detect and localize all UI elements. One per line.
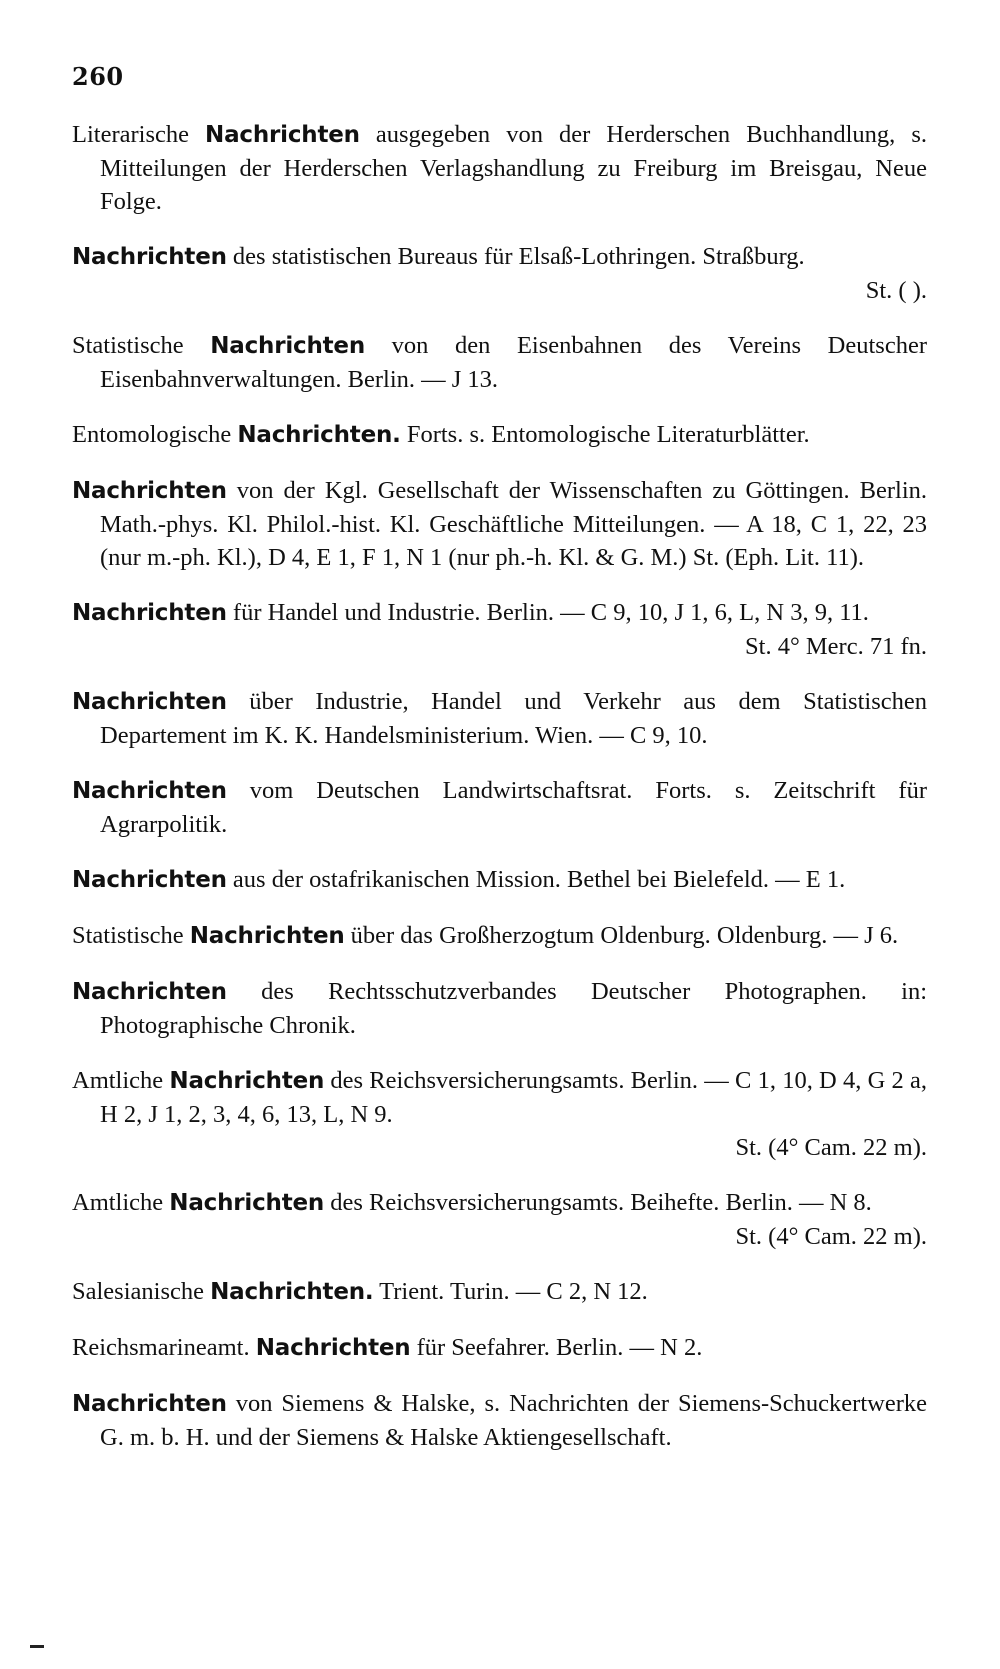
- list-item: [72, 118, 927, 218]
- entry-prefix: Entomologische: [72, 421, 238, 448]
- list-item: [72, 1387, 927, 1454]
- entry-shelfmark: St. ( ).: [865, 277, 927, 304]
- list-item: [72, 1275, 927, 1309]
- entry-text: über das Großherzogtum Oldenburg. Oldenburg. — J 6.: [344, 922, 899, 949]
- list-item: [72, 1331, 927, 1365]
- entry-keyword: Nachrichten: [255, 1335, 411, 1361]
- entry-list: [72, 118, 927, 1476]
- list-item: [72, 774, 927, 841]
- list-item: [72, 240, 927, 307]
- entry-keyword: Nachrichten: [189, 923, 345, 949]
- list-item: [72, 685, 927, 752]
- entry-prefix: Statistische: [72, 332, 211, 359]
- entry-text: von der Kgl. Gesellschaft der Wissenschaften zu Göttingen. Berlin. Math.-phys. Kl. Philol.-hist. Kl. Geschäftliche Mitteilungen. — A 18, C 1, 22, 23 (nur m.-ph. Kl.), D 4, E 1, F 1, N 1 (nur ph.-h. Kl. & G. M.) St. (Eph. Lit. 11).: [100, 477, 927, 571]
- entry-text: Forts. s. Entomologische Literaturblätter.: [400, 421, 810, 448]
- entry-text: des Reichsversicherungsamts. Beihefte. Berlin. — N 8.: [324, 1189, 872, 1216]
- entry-shelfmark: St. (4° Cam. 22 m).: [735, 1223, 927, 1250]
- entry-text: des statistischen Bureaus für Elsaß-Lothringen. Straßburg.: [226, 243, 805, 270]
- list-item: [72, 596, 927, 663]
- entry-keyword: Nachrichten: [72, 867, 227, 893]
- entry-text: über Industrie, Handel und Verkehr aus dem Statistischen Departement im K. K. Handelsministerium. Wien. — C 9, 10.: [100, 688, 927, 749]
- list-item: [72, 975, 927, 1042]
- entry-shelfmark: St. 4° Merc. 71 fn.: [745, 633, 927, 660]
- list-item: [72, 329, 927, 396]
- entry-keyword: Nachrichten: [72, 778, 227, 804]
- entry-prefix: Literarische: [72, 121, 206, 148]
- entry-keyword: Nachrichten: [72, 689, 227, 715]
- page-number: 260: [72, 62, 124, 91]
- list-item: [72, 418, 927, 452]
- list-item: [72, 1186, 927, 1253]
- entry-keyword: Nachrichten: [205, 122, 360, 148]
- entry-prefix: Statistische: [72, 922, 190, 949]
- entry-keyword: Nachrichten: [169, 1068, 325, 1094]
- entry-keyword: Nachrichten.: [237, 422, 401, 448]
- entry-text: ausgegeben von der Herderschen Buchhandlung, s. Mitteilungen der Herderschen Verlagshandlung zu Freiburg im Breisgau, Neue Folge.: [100, 121, 927, 215]
- entry-text: von Siemens & Halske, s. Nachrichten der Siemens-Schuckertwerke G. m. b. H. und der Siemens & Halske Aktiengesellschaft.: [100, 1390, 927, 1451]
- entry-keyword: Nachrichten: [72, 1391, 227, 1417]
- entry-prefix: Reichsmarineamt.: [72, 1334, 256, 1361]
- entry-keyword: Nachrichten: [72, 478, 227, 504]
- list-item: [72, 1064, 927, 1164]
- entry-text: für Handel und Industrie. Berlin. — C 9, 10, J 1, 6, L, N 3, 9, 11.: [226, 599, 869, 626]
- entry-keyword: Nachrichten: [169, 1190, 325, 1216]
- entry-text: von den Eisenbahnen des Vereins Deutscher Eisenbahnverwaltungen. Berlin. — J 13.: [100, 332, 927, 393]
- list-item: [72, 474, 927, 574]
- entry-text: für Seefahrer. Berlin. — N 2.: [410, 1334, 703, 1361]
- entry-keyword: Nachrichten: [72, 244, 227, 270]
- entry-keyword: Nachrichten: [72, 979, 227, 1005]
- entry-text: des Rechtsschutzverbandes Deutscher Photographen. in: Photographische Chronik.: [100, 978, 927, 1039]
- entry-text: vom Deutschen Landwirtschaftsrat. Forts. s. Zeitschrift für Agrarpolitik.: [100, 777, 927, 838]
- list-item: [72, 863, 927, 897]
- entry-text: aus der ostafrikanischen Mission. Bethel bei Bielefeld. — E 1.: [226, 866, 846, 893]
- entry-keyword: Nachrichten: [210, 333, 365, 359]
- entry-prefix: Salesianische: [72, 1278, 211, 1305]
- entry-text: Trient. Turin. — C 2, N 12.: [373, 1278, 648, 1305]
- entry-keyword: Nachrichten.: [210, 1279, 374, 1305]
- entry-prefix: Amtliche: [72, 1189, 170, 1216]
- entry-text: des Reichsversicherungsamts. Berlin. — C 1, 10, D 4, G 2 a, H 2, J 1, 2, 3, 4, 6, 13, L, N 9.: [100, 1067, 927, 1128]
- entry-prefix: Amtliche: [72, 1067, 170, 1094]
- entry-keyword: Nachrichten: [72, 600, 227, 626]
- entry-shelfmark: St. (4° Cam. 22 m).: [735, 1134, 927, 1161]
- list-item: [72, 919, 927, 953]
- scan-mark: [30, 1645, 44, 1648]
